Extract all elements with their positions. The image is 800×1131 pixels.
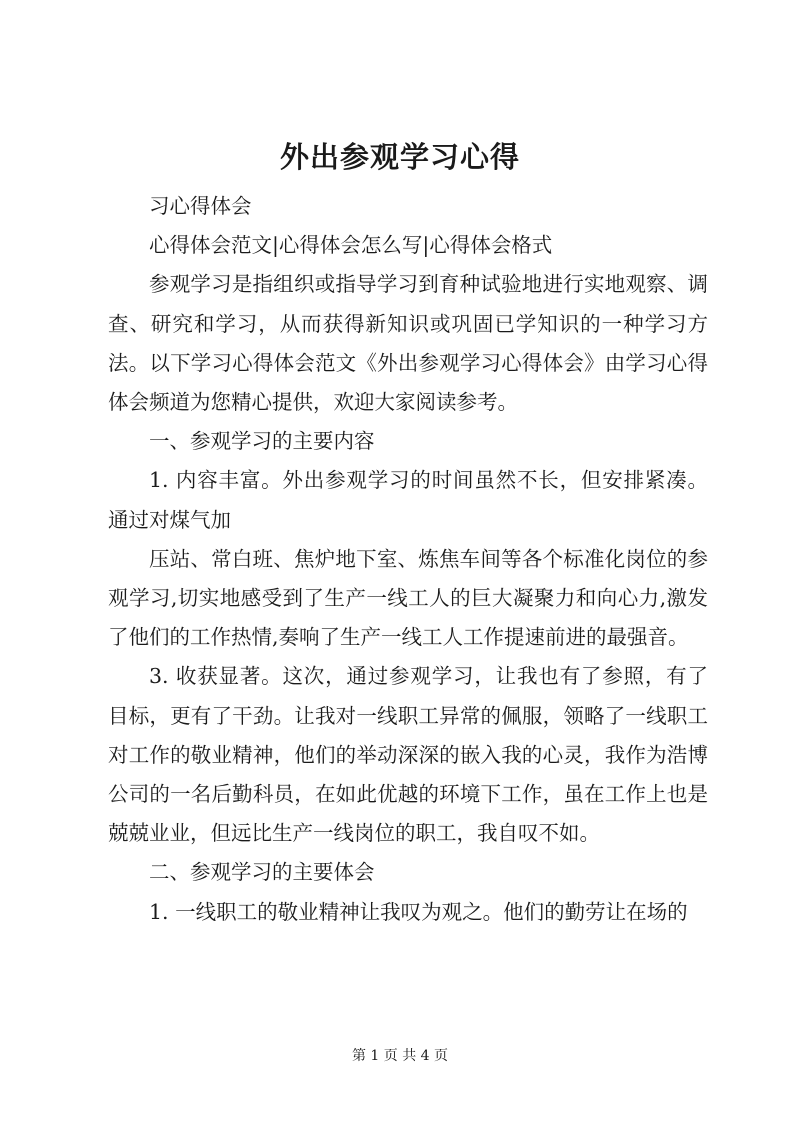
paragraph-subtitle: 习心得体会 xyxy=(149,194,252,218)
paragraph-item-1: 1. 内容丰富。外出参观学习的时间虽然不长，但安排紧凑。通过对煤气加 xyxy=(108,468,708,532)
document-body xyxy=(108,187,708,932)
paragraph-experience-1: 1. 一线职工的敬业精神让我叹为观之。他们的勤劳让在场的 xyxy=(149,899,688,924)
paragraph-category-links: 心得体会范文|心得体会怎么写|心得体会格式 xyxy=(149,233,553,258)
paragraph-intro: 参观学习是指组织或指导学习到育种试验地进行实地观察、调查、研究和学习，从而获得新知识或巩固已学知识的一种学习方法。以下学习心得体会范文《外出参观学习心得体会》由学习心得体会频道为您精心提供，欢迎大家阅读参考。 xyxy=(108,272,708,415)
section-heading-content: 一、参观学习的主要内容 xyxy=(149,429,375,454)
section-heading-experience: 二、参观学习的主要体会 xyxy=(149,860,375,885)
paragraph-item-3: 3. 收获显著。这次，通过参观学习，让我也有了参照，有了目标，更有了干劲。让我对一线职工异常的佩服，领略了一线职工对工作的敬业精神，他们的举动深深的嵌入我的心灵，我作为浩博公司的一名后勤科员，在如此优越的环境下工作，虽在工作上也是兢兢业业，但远比生产一线岗位的职工，我自叹不如。 xyxy=(108,664,708,846)
page-footer: 第 1 页 共 4 页 xyxy=(351,1048,449,1064)
page-title: 外出参观学习心得 xyxy=(279,140,520,174)
paragraph-continuation: 压站、常白班、焦炉地下室、炼焦车间等各个标准化岗位的参观学习,切实地感受到了生产一线工人的巨大凝聚力和向心力,激发了他们的工作热情,奏响了生产一线工人工作提速前进的最强音。 xyxy=(108,546,708,650)
